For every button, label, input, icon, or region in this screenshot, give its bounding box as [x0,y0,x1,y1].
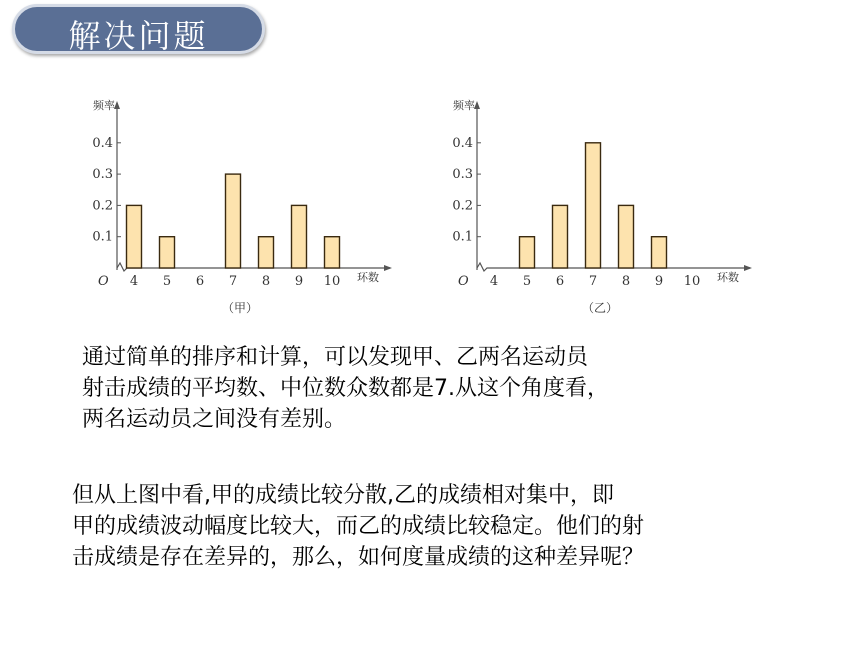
paragraph-question [72,480,644,573]
bar [292,205,307,268]
y-tick-label: 0.2 [452,198,473,214]
x-axis [477,263,750,271]
x-tick-label: 7 [588,274,598,289]
bar [586,143,601,268]
y-tick-label: 0.1 [452,229,473,245]
y-tick-label: 0.2 [92,198,113,214]
bar [652,237,667,268]
x-tick-label: 10 [323,274,341,289]
page-title: 解决问题 [68,17,209,55]
origin-label: O [98,274,109,289]
bar [160,237,175,268]
x-tick-label: 4 [489,274,499,289]
text-line: 两名运动员之间没有差别。 [82,407,347,432]
x-tick-label: 10 [683,274,701,289]
bar [619,205,634,268]
text-line: 击成绩是存在差异的，那么，如何度量成绩的这种差异呢？ [72,545,645,570]
text-line: 通过简单的排序和计算，可以发现甲、乙两名运动员 [82,345,589,370]
title-badge [12,4,265,54]
y-axis-label: 频率 [453,99,475,112]
x-tick-label: 8 [261,274,271,289]
bar [325,237,340,268]
bar [226,174,241,268]
chart-caption: （甲） [221,301,259,315]
text-line: 甲的成绩波动幅度比较大，而乙的成绩比较稳定。他们的射 [72,514,645,539]
x-axis-arrow [744,265,752,271]
x-tick-label: 4 [129,274,139,289]
origin-label: O [458,274,469,289]
x-tick-label: 6 [555,274,565,289]
chart-caption: （乙） [581,301,619,315]
x-axis-arrow [384,265,392,271]
bar [520,237,535,268]
histogram-jia [90,95,410,325]
paragraph-summary [82,342,609,435]
x-axis-label: 环数 [357,271,379,284]
bar [553,205,568,268]
y-tick-label: 0.4 [92,135,113,151]
x-tick-label: 9 [294,274,304,289]
x-axis-label: 环数 [717,271,739,284]
text-line: 射击成绩的平均数、中位数众数都是7.从这个角度看， [82,376,609,401]
y-tick-label: 0.3 [92,167,113,183]
x-tick-label: 7 [228,274,238,289]
x-tick-label: 5 [162,274,172,289]
y-tick-label: 0.4 [452,135,473,151]
bar [259,237,274,268]
y-axis-label: 频率 [93,99,115,112]
bar [127,205,142,268]
histogram-yi [450,95,770,325]
x-tick-label: 8 [621,274,631,289]
x-tick-label: 9 [654,274,664,289]
x-axis [117,263,390,271]
x-tick-label: 6 [195,274,205,289]
y-tick-label: 0.1 [92,229,113,245]
y-tick-label: 0.3 [452,167,473,183]
text-line: 但从上图中看,甲的成绩比较分散,乙的成绩相对集中，即 [72,483,614,508]
x-tick-label: 5 [522,274,532,289]
